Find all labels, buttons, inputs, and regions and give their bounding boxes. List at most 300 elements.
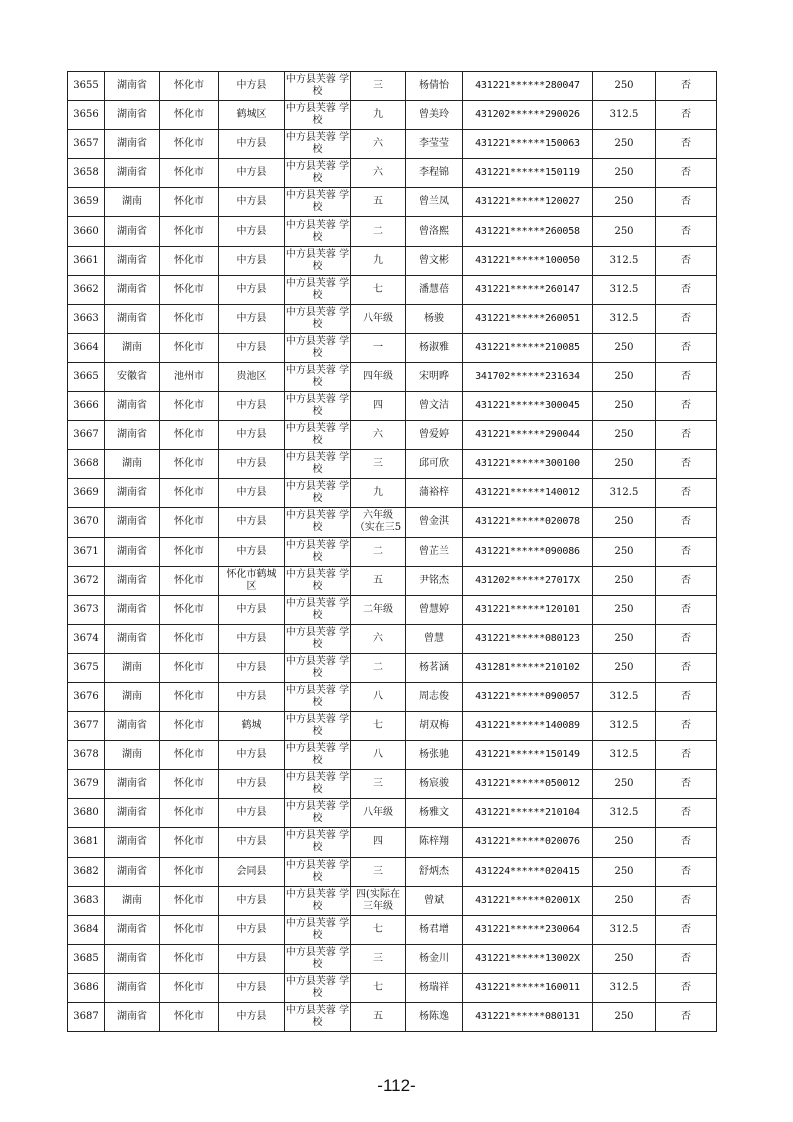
amount-cell: 250 [593,217,656,246]
student-name-cell: 曾慧婷 [406,595,463,624]
amount-cell: 250 [593,72,656,101]
student-name-cell: 宋明晔 [406,362,463,391]
city-cell: 怀化市 [160,741,219,770]
flag-cell: 否 [656,944,717,973]
school-cell: 中方县芙蓉 学校 [285,130,351,159]
city-cell: 怀化市 [160,595,219,624]
grade-cell: 三 [351,72,406,101]
province-cell: 湖南省 [105,392,160,421]
school-cell: 中方县芙蓉 学校 [285,1003,351,1032]
province-cell: 湖南 [105,886,160,915]
amount-cell: 250 [593,537,656,566]
amount-cell: 312.5 [593,741,656,770]
grade-cell: 五 [351,188,406,217]
table-row [68,392,717,421]
student-name-cell: 陈梓翔 [406,828,463,857]
school-cell: 中方县芙蓉 学校 [285,973,351,1002]
county-cell: 中方县 [219,537,285,566]
table-row [68,595,717,624]
province-cell: 湖南 [105,653,160,682]
grade-cell: 七 [351,973,406,1002]
id-number-cell: 431221******300100 [463,450,593,479]
flag-cell: 否 [656,333,717,362]
province-cell: 湖南省 [105,508,160,537]
school-cell: 中方县芙蓉 学校 [285,566,351,595]
school-cell: 中方县芙蓉 学校 [285,275,351,304]
row-number-cell: 3678 [68,741,105,770]
city-cell: 怀化市 [160,799,219,828]
grade-cell: 四(实际在 三年级 [351,886,406,915]
grade-cell: 八年级 [351,799,406,828]
city-cell: 怀化市 [160,130,219,159]
province-cell: 湖南省 [105,566,160,595]
school-cell: 中方县芙蓉 学校 [285,712,351,741]
amount-cell: 250 [593,944,656,973]
county-cell: 中方县 [219,886,285,915]
id-number-cell: 431224******020415 [463,857,593,886]
amount-cell: 250 [593,595,656,624]
grade-cell: 二 [351,217,406,246]
county-cell: 贵池区 [219,362,285,391]
flag-cell: 否 [656,275,717,304]
table-row [68,682,717,711]
school-cell: 中方县芙蓉 学校 [285,217,351,246]
row-number-cell: 3673 [68,595,105,624]
row-number-cell: 3667 [68,421,105,450]
city-cell: 怀化市 [160,101,219,130]
row-number-cell: 3679 [68,770,105,799]
school-cell: 中方县芙蓉 学校 [285,101,351,130]
id-number-cell: 431221******080123 [463,624,593,653]
row-number-cell: 3686 [68,973,105,1002]
table-row [68,973,717,1002]
row-number-cell: 3677 [68,712,105,741]
amount-cell: 312.5 [593,712,656,741]
county-cell: 中方县 [219,275,285,304]
table-row [68,362,717,391]
row-number-cell: 3669 [68,479,105,508]
row-number-cell: 3666 [68,392,105,421]
grade-cell: 八年级 [351,304,406,333]
city-cell: 怀化市 [160,915,219,944]
id-number-cell: 431202******290026 [463,101,593,130]
grade-cell: 八 [351,741,406,770]
id-number-cell: 431221******13002X [463,944,593,973]
student-name-cell: 曾芷兰 [406,537,463,566]
province-cell: 湖南省 [105,712,160,741]
city-cell: 怀化市 [160,188,219,217]
row-number-cell: 3664 [68,333,105,362]
row-number-cell: 3656 [68,101,105,130]
id-number-cell: 431202******27017X [463,566,593,595]
grade-cell: 八 [351,682,406,711]
province-cell: 湖南省 [105,130,160,159]
county-cell: 中方县 [219,188,285,217]
amount-cell: 250 [593,392,656,421]
row-number-cell: 3681 [68,828,105,857]
student-name-cell: 尹铭杰 [406,566,463,595]
amount-cell: 250 [593,828,656,857]
student-name-cell: 邱可欣 [406,450,463,479]
student-name-cell: 曾金淇 [406,508,463,537]
id-number-cell: 431221******260147 [463,275,593,304]
amount-cell: 312.5 [593,915,656,944]
student-name-cell: 曾文洁 [406,392,463,421]
row-number-cell: 3661 [68,246,105,275]
row-number-cell: 3665 [68,362,105,391]
county-cell: 中方县 [219,741,285,770]
flag-cell: 否 [656,72,717,101]
amount-cell: 312.5 [593,973,656,1002]
county-cell: 中方县 [219,944,285,973]
table-row [68,333,717,362]
county-cell: 中方县 [219,392,285,421]
flag-cell: 否 [656,799,717,828]
table-row [68,857,717,886]
amount-cell: 312.5 [593,275,656,304]
id-number-cell: 431221******120027 [463,188,593,217]
grade-cell: 二 [351,653,406,682]
id-number-cell: 431221******290044 [463,421,593,450]
id-number-cell: 431221******02001X [463,886,593,915]
row-number-cell: 3657 [68,130,105,159]
id-number-cell: 431221******080131 [463,1003,593,1032]
id-number-cell: 431221******100050 [463,246,593,275]
student-name-cell: 杨骏 [406,304,463,333]
student-name-cell: 杨雅文 [406,799,463,828]
province-cell: 湖南省 [105,72,160,101]
grade-cell: 五 [351,1003,406,1032]
city-cell: 怀化市 [160,1003,219,1032]
city-cell: 怀化市 [160,508,219,537]
flag-cell: 否 [656,450,717,479]
county-cell: 中方县 [219,159,285,188]
table-row [68,886,717,915]
student-name-cell: 蒲裕梓 [406,479,463,508]
school-cell: 中方县芙蓉 学校 [285,741,351,770]
flag-cell: 否 [656,159,717,188]
id-number-cell: 431221******280047 [463,72,593,101]
flag-cell: 否 [656,246,717,275]
grade-cell: 六 [351,130,406,159]
school-cell: 中方县芙蓉 学校 [285,770,351,799]
table-row [68,537,717,566]
city-cell: 怀化市 [160,682,219,711]
student-name-cell: 曾兰凤 [406,188,463,217]
table-row [68,130,717,159]
id-number-cell: 431221******140012 [463,479,593,508]
grade-cell: 二 [351,537,406,566]
id-number-cell: 431221******160011 [463,973,593,1002]
province-cell: 湖南省 [105,944,160,973]
county-cell: 中方县 [219,450,285,479]
student-name-cell: 潘慧蓓 [406,275,463,304]
province-cell: 湖南省 [105,973,160,1002]
amount-cell: 250 [593,653,656,682]
grade-cell: 六 [351,421,406,450]
table-row [68,275,717,304]
table-row [68,944,717,973]
province-cell: 湖南省 [105,246,160,275]
county-cell: 中方县 [219,421,285,450]
flag-cell: 否 [656,595,717,624]
amount-cell: 312.5 [593,479,656,508]
table-row [68,799,717,828]
grade-cell: 六 [351,624,406,653]
province-cell: 湖南省 [105,304,160,333]
flag-cell: 否 [656,217,717,246]
city-cell: 怀化市 [160,275,219,304]
school-cell: 中方县芙蓉 学校 [285,624,351,653]
county-cell: 鹤城 [219,712,285,741]
flag-cell: 否 [656,392,717,421]
province-cell: 湖南 [105,333,160,362]
flag-cell: 否 [656,886,717,915]
grade-cell: 三 [351,857,406,886]
school-cell: 中方县芙蓉 学校 [285,72,351,101]
flag-cell: 否 [656,566,717,595]
student-name-cell: 杨淑雅 [406,333,463,362]
student-name-cell: 杨君增 [406,915,463,944]
school-cell: 中方县芙蓉 学校 [285,246,351,275]
table-row [68,624,717,653]
grade-cell: 七 [351,712,406,741]
row-number-cell: 3684 [68,915,105,944]
grade-cell: 三 [351,450,406,479]
city-cell: 怀化市 [160,624,219,653]
table-row [68,246,717,275]
county-cell: 中方县 [219,1003,285,1032]
row-number-cell: 3674 [68,624,105,653]
province-cell: 湖南省 [105,595,160,624]
county-cell: 中方县 [219,479,285,508]
county-cell: 怀化市鹤城 区 [219,566,285,595]
student-name-cell: 杨张驰 [406,741,463,770]
row-number-cell: 3675 [68,653,105,682]
amount-cell: 312.5 [593,682,656,711]
id-number-cell: 431221******150119 [463,159,593,188]
student-name-cell: 李程锦 [406,159,463,188]
student-name-cell: 周志俊 [406,682,463,711]
grade-cell: 四年级 [351,362,406,391]
grade-cell: 六年级 （实在三5 [351,508,406,537]
province-cell: 湖南省 [105,217,160,246]
city-cell: 怀化市 [160,653,219,682]
student-name-cell: 胡双梅 [406,712,463,741]
student-name-cell: 杨瑞祥 [406,973,463,1002]
city-cell: 怀化市 [160,246,219,275]
grade-cell: 九 [351,246,406,275]
student-name-cell: 曾爱婷 [406,421,463,450]
id-number-cell: 431221******260051 [463,304,593,333]
grade-cell: 七 [351,915,406,944]
county-cell: 中方县 [219,799,285,828]
province-cell: 湖南省 [105,770,160,799]
table-row [68,712,717,741]
grade-cell: 九 [351,101,406,130]
county-cell: 中方县 [219,973,285,1002]
school-cell: 中方县芙蓉 学校 [285,479,351,508]
city-cell: 怀化市 [160,479,219,508]
county-cell: 中方县 [219,653,285,682]
table-row [68,479,717,508]
flag-cell: 否 [656,101,717,130]
table-row [68,72,717,101]
province-cell: 湖南省 [105,275,160,304]
grade-cell: 四 [351,828,406,857]
id-number-cell: 431221******150149 [463,741,593,770]
flag-cell: 否 [656,682,717,711]
amount-cell: 250 [593,421,656,450]
id-number-cell: 431221******230064 [463,915,593,944]
province-cell: 湖南省 [105,1003,160,1032]
student-name-cell: 舒炳杰 [406,857,463,886]
province-cell: 湖南省 [105,799,160,828]
city-cell: 怀化市 [160,537,219,566]
table-row [68,828,717,857]
row-number-cell: 3660 [68,217,105,246]
amount-cell: 250 [593,333,656,362]
id-number-cell: 431221******210085 [463,333,593,362]
amount-cell: 250 [593,886,656,915]
table-row [68,741,717,770]
table-row [68,1003,717,1032]
province-cell: 湖南省 [105,479,160,508]
county-cell: 中方县 [219,915,285,944]
table-row [68,450,717,479]
county-cell: 中方县 [219,595,285,624]
school-cell: 中方县芙蓉 学校 [285,653,351,682]
row-number-cell: 3687 [68,1003,105,1032]
city-cell: 怀化市 [160,712,219,741]
province-cell: 湖南省 [105,101,160,130]
amount-cell: 312.5 [593,246,656,275]
province-cell: 湖南省 [105,857,160,886]
id-number-cell: 431221******210104 [463,799,593,828]
flag-cell: 否 [656,624,717,653]
province-cell: 湖南 [105,682,160,711]
row-number-cell: 3676 [68,682,105,711]
student-name-cell: 杨金川 [406,944,463,973]
row-number-cell: 3672 [68,566,105,595]
id-number-cell: 431221******140089 [463,712,593,741]
table-row [68,304,717,333]
city-cell: 怀化市 [160,566,219,595]
amount-cell: 250 [593,362,656,391]
school-cell: 中方县芙蓉 学校 [285,392,351,421]
flag-cell: 否 [656,130,717,159]
id-number-cell: 431221******300045 [463,392,593,421]
county-cell: 中方县 [219,304,285,333]
flag-cell: 否 [656,537,717,566]
city-cell: 怀化市 [160,304,219,333]
city-cell: 怀化市 [160,333,219,362]
city-cell: 怀化市 [160,159,219,188]
amount-cell: 250 [593,188,656,217]
province-cell: 湖南 [105,450,160,479]
id-number-cell: 431281******210102 [463,653,593,682]
county-cell: 中方县 [219,770,285,799]
student-name-cell: 曾美玲 [406,101,463,130]
school-cell: 中方县芙蓉 学校 [285,159,351,188]
student-name-cell: 李莹莹 [406,130,463,159]
amount-cell: 250 [593,1003,656,1032]
flag-cell: 否 [656,362,717,391]
flag-cell: 否 [656,857,717,886]
grade-cell: 七 [351,275,406,304]
flag-cell: 否 [656,828,717,857]
school-cell: 中方县芙蓉 学校 [285,362,351,391]
city-cell: 池州市 [160,362,219,391]
province-cell: 湖南省 [105,915,160,944]
student-name-cell: 曾慧 [406,624,463,653]
city-cell: 怀化市 [160,973,219,1002]
student-name-cell: 杨陈逸 [406,1003,463,1032]
flag-cell: 否 [656,479,717,508]
student-name-cell: 杨倩怡 [406,72,463,101]
province-cell: 湖南 [105,741,160,770]
school-cell: 中方县芙蓉 学校 [285,304,351,333]
amount-cell: 250 [593,508,656,537]
grade-cell: 四 [351,392,406,421]
county-cell: 中方县 [219,246,285,275]
school-cell: 中方县芙蓉 学校 [285,450,351,479]
city-cell: 怀化市 [160,392,219,421]
county-cell: 会同县 [219,857,285,886]
school-cell: 中方县芙蓉 学校 [285,828,351,857]
grade-cell: 三 [351,770,406,799]
grade-cell: 三 [351,944,406,973]
table-row [68,915,717,944]
school-cell: 中方县芙蓉 学校 [285,508,351,537]
flag-cell: 否 [656,741,717,770]
table-row [68,421,717,450]
county-cell: 中方县 [219,624,285,653]
province-cell: 湖南省 [105,537,160,566]
school-cell: 中方县芙蓉 学校 [285,944,351,973]
row-number-cell: 3659 [68,188,105,217]
table-row [68,770,717,799]
row-number-cell: 3683 [68,886,105,915]
flag-cell: 否 [656,770,717,799]
table-row [68,159,717,188]
table-row [68,188,717,217]
id-number-cell: 341702******231634 [463,362,593,391]
amount-cell: 250 [593,770,656,799]
amount-cell: 250 [593,857,656,886]
county-cell: 中方县 [219,508,285,537]
flag-cell: 否 [656,973,717,1002]
school-cell: 中方县芙蓉 学校 [285,857,351,886]
id-number-cell: 431221******090086 [463,537,593,566]
flag-cell: 否 [656,421,717,450]
county-cell: 中方县 [219,217,285,246]
table-body [68,72,717,1032]
province-cell: 湖南省 [105,159,160,188]
flag-cell: 否 [656,188,717,217]
grade-cell: 五 [351,566,406,595]
page-number: -112- [377,1076,416,1095]
grade-cell: 二年级 [351,595,406,624]
city-cell: 怀化市 [160,217,219,246]
student-name-cell: 曾文彬 [406,246,463,275]
student-name-cell: 曾斌 [406,886,463,915]
table-row [68,653,717,682]
amount-cell: 250 [593,624,656,653]
city-cell: 怀化市 [160,450,219,479]
grade-cell: 一 [351,333,406,362]
flag-cell: 否 [656,915,717,944]
